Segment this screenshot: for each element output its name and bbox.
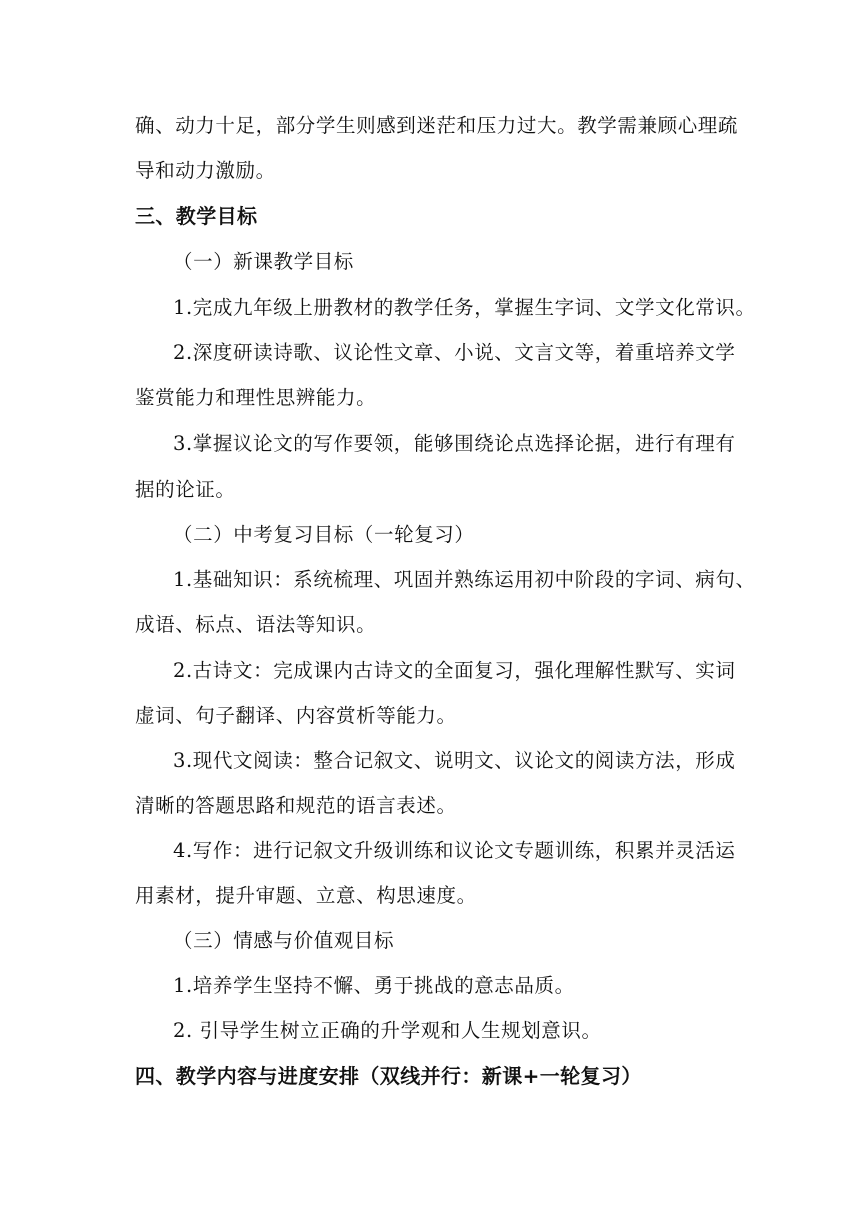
subsection-heading-1: （一）新课教学目标 (173, 250, 354, 273)
section-heading-4: 四、教学内容与进度安排（双线并行：新课+一轮复习） (135, 1064, 642, 1088)
section-heading-3: 三、教学目标 (135, 204, 258, 228)
list-item-line: 2.深度研读诗歌、议论性文章、小说、文言文等，着重培养文学 (173, 341, 736, 364)
subsection-heading-2: （二）中考复习目标（一轮复习） (173, 523, 475, 546)
list-item-line: 1.基础知识：系统梳理、巩固并熟练运用初中阶段的字词、病句、 (173, 568, 756, 591)
list-item-line: 1.完成九年级上册教材的教学任务，掌握生字词、文学文化常识。 (173, 296, 756, 319)
paragraph-line: 确、动力十足，部分学生则感到迷茫和压力过大。教学需兼顾心理疏 (135, 114, 739, 137)
list-item-line: 3.掌握议论文的写作要领，能够围绕论点选择论据，进行有理有 (173, 432, 736, 455)
list-item-line: 2. 引导学生树立正确的升学观和人生规划意识。 (173, 1019, 602, 1042)
list-item-continuation: 清晰的答题思路和规范的语言表述。 (135, 794, 457, 817)
list-item-continuation: 虚词、句子翻译、内容赏析等能力。 (135, 704, 457, 727)
list-item-continuation: 成语、标点、语法等知识。 (135, 613, 377, 636)
list-item-continuation: 鉴赏能力和理性思辨能力。 (135, 386, 377, 409)
paragraph-line: 导和动力激励。 (135, 159, 276, 182)
list-item-line: 3.现代文阅读：整合记叙文、说明文、议论文的阅读方法，形成 (173, 749, 736, 772)
list-item-continuation: 用素材，提升审题、立意、构思速度。 (135, 884, 477, 907)
list-item-continuation: 据的论证。 (135, 478, 236, 501)
list-item-line: 2.古诗文：完成课内古诗文的全面复习，强化理解性默写、实词 (173, 659, 736, 682)
subsection-heading-3: （三）情感与价值观目标 (173, 929, 395, 952)
list-item-line: 1.培养学生坚持不懈、勇于挑战的意志品质。 (173, 974, 575, 997)
list-item-line: 4.写作：进行记叙文升级训练和议论文专题训练，积累并灵活运 (173, 839, 736, 862)
